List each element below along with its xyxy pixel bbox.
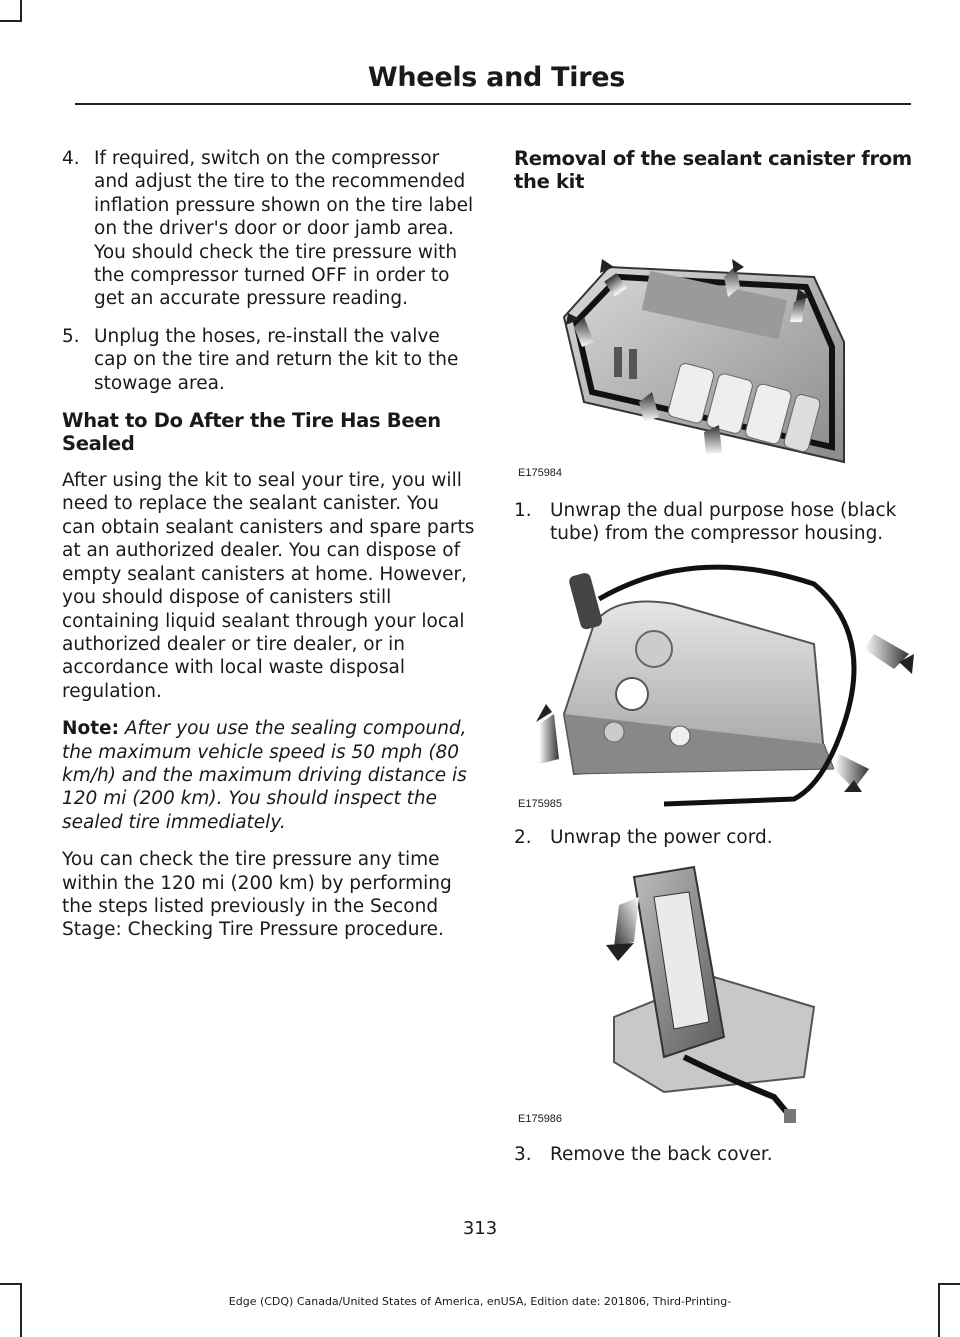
- body-paragraph: You can check the tire pressure any time within the 120 mi (200 km) by performing the steps listed previously in the Second Stage: Checking Tire Pressure procedure.: [62, 849, 452, 941]
- header-divider: [75, 103, 911, 105]
- list-number: 4.: [62, 148, 80, 169]
- note-label: Note:: [62, 718, 119, 740]
- step-number: 1.: [514, 500, 532, 521]
- list-text: If required, switch on the compressor and adjust the tire to the recommended inflation pressure shown on the tire label on the driver's door or door jamb area. You should check the tire pressure with the compressor turned OFF in order to get an accurate pressure reading.: [94, 148, 474, 310]
- crop-mark: [938, 1283, 940, 1337]
- compressor-cord-illustration: [514, 857, 914, 1129]
- crop-mark: [0, 1283, 22, 1285]
- section-heading: What to Do After the Tire Has Been Sealed: [62, 409, 441, 456]
- body-paragraph: After using the kit to seal your tire, you will need to replace the sealant canister. You can obtain sealant canisters and spare parts at an authorized dealer. You can dispose of empty sealant canisters at home. However, you should dispose of canisters still containing liquid sealant through your local authorized dealer or tire dealer, or in accordance with local waste disposal regulation.: [62, 470, 475, 702]
- figure-code: E175984: [518, 467, 563, 479]
- figure-canister-top: [514, 207, 914, 483]
- crop-mark: [20, 0, 22, 22]
- step-text: Remove the back cover.: [550, 1144, 773, 1166]
- list-item: [62, 147, 478, 311]
- step-text: Unwrap the power cord.: [550, 826, 773, 848]
- step-number: 3.: [514, 1144, 532, 1166]
- figure-unwrap-hose: [514, 554, 914, 814]
- crop-mark: [0, 20, 22, 22]
- list-item: [62, 325, 478, 395]
- page-title: Wheels and Tires: [367, 62, 625, 93]
- left-column: [62, 147, 478, 956]
- figure-unwrap-cord: [514, 857, 914, 1129]
- step-item: [514, 1143, 914, 1166]
- footer-text: Edge (CDQ) Canada/United States of America, enUSA, Edition date: 201806, Third-Printing-: [228, 1295, 732, 1308]
- crop-mark: [938, 1283, 960, 1285]
- step-text: Unwrap the dual purpose hose (black tube) from the compressor housing.: [550, 500, 897, 545]
- step-number: 2.: [514, 826, 532, 848]
- note-text: After you use the sealing compound, the maximum vehicle speed is 50 mph (80 km/h) and the maximum driving distance is 120 mi (200 km). You should inspect the sealed tire immediately.: [62, 718, 467, 833]
- compressor-hose-illustration: [514, 554, 914, 814]
- list-number: 5.: [62, 325, 80, 347]
- step-item: [514, 826, 914, 849]
- figure-code: E175985: [518, 797, 563, 810]
- note-paragraph: [62, 717, 478, 834]
- list-text: Unplug the hoses, re-install the valve cap on the tire and return the kit to the stowage area.: [94, 325, 459, 394]
- figure-code: E175986: [518, 1113, 563, 1126]
- crop-mark: [20, 1283, 22, 1337]
- compressor-top-illustration: [514, 207, 914, 483]
- right-column: [514, 147, 914, 1181]
- step-item: [514, 499, 914, 546]
- section-heading: Removal of the sealant canister from the kit: [514, 147, 912, 193]
- page-number: 313: [462, 1218, 498, 1239]
